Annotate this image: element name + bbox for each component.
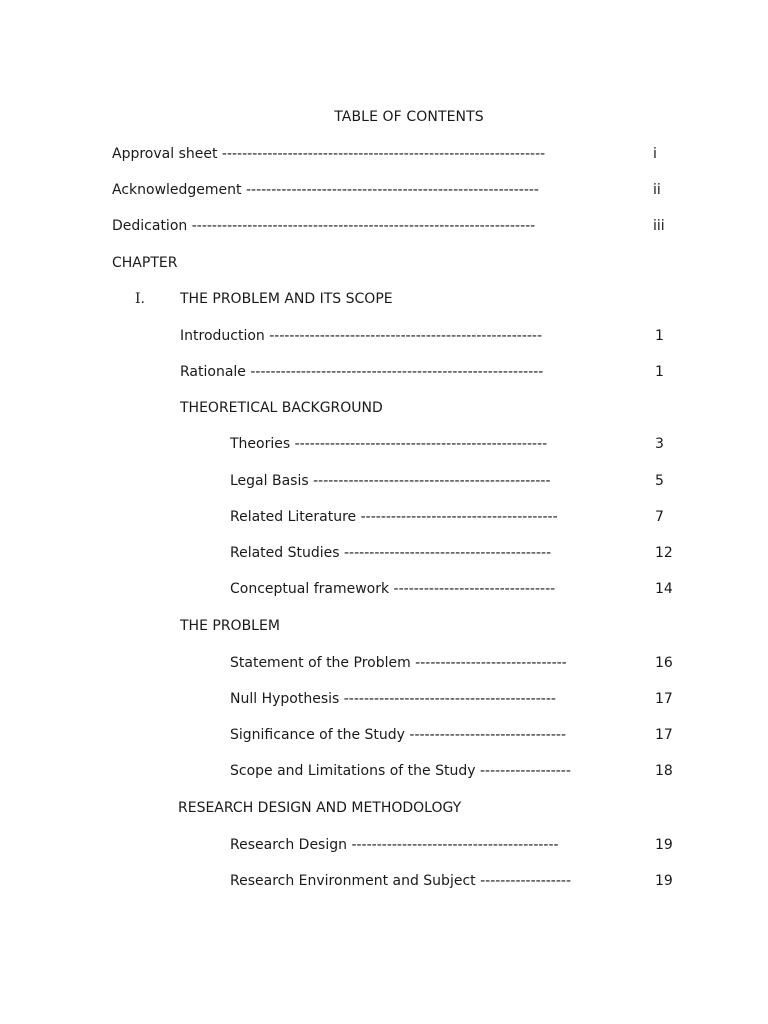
toc-entry-page: 7: [655, 509, 664, 525]
toc-entry-page: 16: [655, 655, 673, 671]
toc-entry-rationale: [0, 362, 768, 382]
toc-entry-label: Introduction ------------------------------------------------------: [180, 328, 543, 344]
toc-entry-page: iii: [653, 218, 665, 234]
toc-entry-label: Conceptual framework --------------------------------: [230, 581, 556, 597]
toc-entry-label: Research Environment and Subject ------------------: [230, 873, 572, 889]
toc-entry-label: Scope and Limitations of the Study ------------------: [230, 763, 571, 779]
toc-entry-label: Related Literature ---------------------------------------: [230, 509, 558, 525]
toc-entry-label: Rationale ----------------------------------------------------------: [180, 364, 544, 380]
toc-entry-label: Theories --------------------------------------------------: [230, 436, 548, 452]
section-heading-theoretical-background: THEORETICAL BACKGROUND: [180, 400, 383, 416]
toc-entry-legal-basis: [0, 471, 768, 491]
toc-entry-null-hypothesis: [0, 689, 768, 709]
toc-entry-label: Dedication --------------------------------------------------------------------: [112, 218, 536, 234]
toc-entry-page: 12: [655, 545, 673, 561]
page-title: TABLE OF CONTENTS: [334, 109, 484, 125]
toc-entry-approval-sheet: [0, 144, 768, 164]
section-heading-the-problem: THE PROBLEM: [180, 618, 280, 634]
chapter-numeral: I.: [135, 291, 145, 307]
toc-entry-research-design: [0, 835, 768, 855]
toc-entry-related-studies: [0, 543, 768, 563]
toc-entry-label: Acknowledgement ----------------------------------------------------------: [112, 182, 539, 198]
toc-entry-page: 14: [655, 581, 673, 597]
chapter-title: THE PROBLEM AND ITS SCOPE: [180, 291, 393, 307]
toc-entry-label: Legal Basis -----------------------------------------------: [230, 473, 551, 489]
toc-entry-label: Related Studies -----------------------------------------: [230, 545, 552, 561]
toc-entry-page: 17: [655, 727, 673, 743]
toc-entry-page: 5: [655, 473, 664, 489]
toc-entry-page: ii: [653, 182, 661, 198]
toc-entry-acknowledgement: [0, 180, 768, 200]
toc-entry-label: Statement of the Problem ------------------------------: [230, 655, 567, 671]
toc-entry-dedication: [0, 216, 768, 236]
toc-entry-page: 3: [655, 436, 664, 452]
toc-entry-significance-of-the-study: [0, 725, 768, 745]
toc-entry-page: 19: [655, 837, 673, 853]
toc-entry-statement-of-the-problem: [0, 653, 768, 673]
toc-entry-page: i: [653, 146, 657, 162]
chapter-label: CHAPTER: [112, 255, 178, 271]
toc-entry-page: 1: [655, 328, 664, 344]
toc-entry-label: Research Design -----------------------------------------: [230, 837, 559, 853]
toc-entry-page: 19: [655, 873, 673, 889]
section-heading-research-design: RESEARCH DESIGN AND METHODOLOGY: [178, 800, 462, 816]
toc-entry-conceptual-framework: [0, 579, 768, 599]
toc-entry-research-environment: [0, 871, 768, 891]
toc-entry-label: Significance of the Study -------------------------------: [230, 727, 566, 743]
toc-entry-page: 1: [655, 364, 664, 380]
toc-entry-page: 17: [655, 691, 673, 707]
toc-entry-theories: [0, 434, 768, 454]
toc-entry-related-literature: [0, 507, 768, 527]
toc-entry-page: 18: [655, 763, 673, 779]
toc-entry-introduction: [0, 326, 768, 346]
toc-entry-label: Approval sheet ----------------------------------------------------------------: [112, 146, 546, 162]
toc-entry-label: Null Hypothesis ------------------------------------------: [230, 691, 556, 707]
toc-entry-scope-and-limitations: [0, 761, 768, 781]
